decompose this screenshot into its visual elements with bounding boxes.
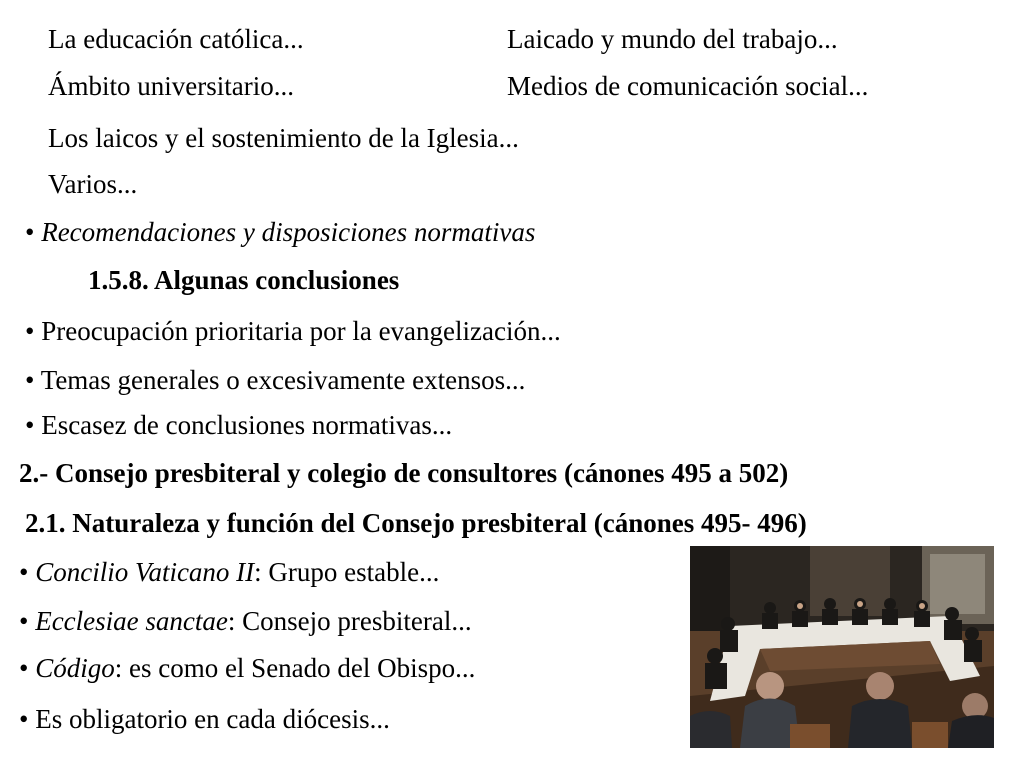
bullet-marker: •: [25, 316, 35, 346]
conclusion-item: [25, 409, 452, 441]
recomendaciones-text: Recomendaciones y disposiciones normativas: [41, 217, 536, 247]
bullet-marker: •: [25, 410, 35, 440]
bullet-marker: •: [19, 653, 29, 683]
source-description: : Grupo estable...: [254, 557, 440, 587]
conclusion-item: [25, 364, 525, 396]
topic-church-support: Los laicos y el sostenimiento de la Iglesia...: [48, 123, 519, 153]
subsection-heading-main: 2.1. Naturaleza y función del Consejo presbiteral: [25, 508, 587, 538]
source-item: [19, 556, 439, 588]
bullet-recomendaciones: [25, 216, 535, 248]
bullet-marker: •: [25, 217, 35, 247]
topic-laity-work: Laicado y mundo del trabajo...: [507, 24, 838, 54]
council-meeting-photo: [690, 546, 994, 748]
bullet-marker: •: [19, 606, 29, 636]
subsection-heading: [25, 507, 807, 539]
section-heading-canons: (cánones 495 a 502): [557, 458, 789, 488]
final-point: [19, 703, 390, 735]
meeting-room-illustration: [690, 546, 994, 748]
conclusion-text: Temas generales o excesivamente extensos...: [40, 365, 526, 395]
source-description: : es como el Senado del Obispo...: [114, 653, 476, 683]
conclusion-item: [25, 315, 561, 347]
topic-university: Ámbito universitario...: [48, 71, 294, 101]
final-point-text: Es obligatorio en cada diócesis...: [35, 704, 390, 734]
conclusion-text: Escasez de conclusiones normativas...: [41, 410, 453, 440]
bullet-marker: •: [19, 557, 29, 587]
topic-catholic-education: La educación católica...: [48, 24, 304, 54]
source-description: : Consejo presbiteral...: [227, 606, 472, 636]
source-name: Concilio Vaticano II: [35, 557, 255, 587]
bullet-marker: •: [19, 704, 29, 734]
bullet-marker: •: [25, 365, 35, 395]
source-item: [19, 652, 475, 684]
section-heading: [19, 457, 788, 489]
source-name: Código: [35, 653, 115, 683]
source-name: Ecclesiae sanctae: [35, 606, 228, 636]
section-heading-main: 2.- Consejo presbiteral y colegio de consultores: [19, 458, 558, 488]
source-item: [19, 605, 472, 637]
subsection-heading-canons: (cánones 495- 496): [586, 508, 807, 538]
conclusions-heading: 1.5.8. Algunas conclusiones: [88, 265, 400, 295]
topic-various: Varios...: [48, 169, 138, 199]
conclusion-text: Preocupación prioritaria por la evangelización...: [41, 316, 561, 346]
topic-media: Medios de comunicación social...: [507, 71, 869, 101]
